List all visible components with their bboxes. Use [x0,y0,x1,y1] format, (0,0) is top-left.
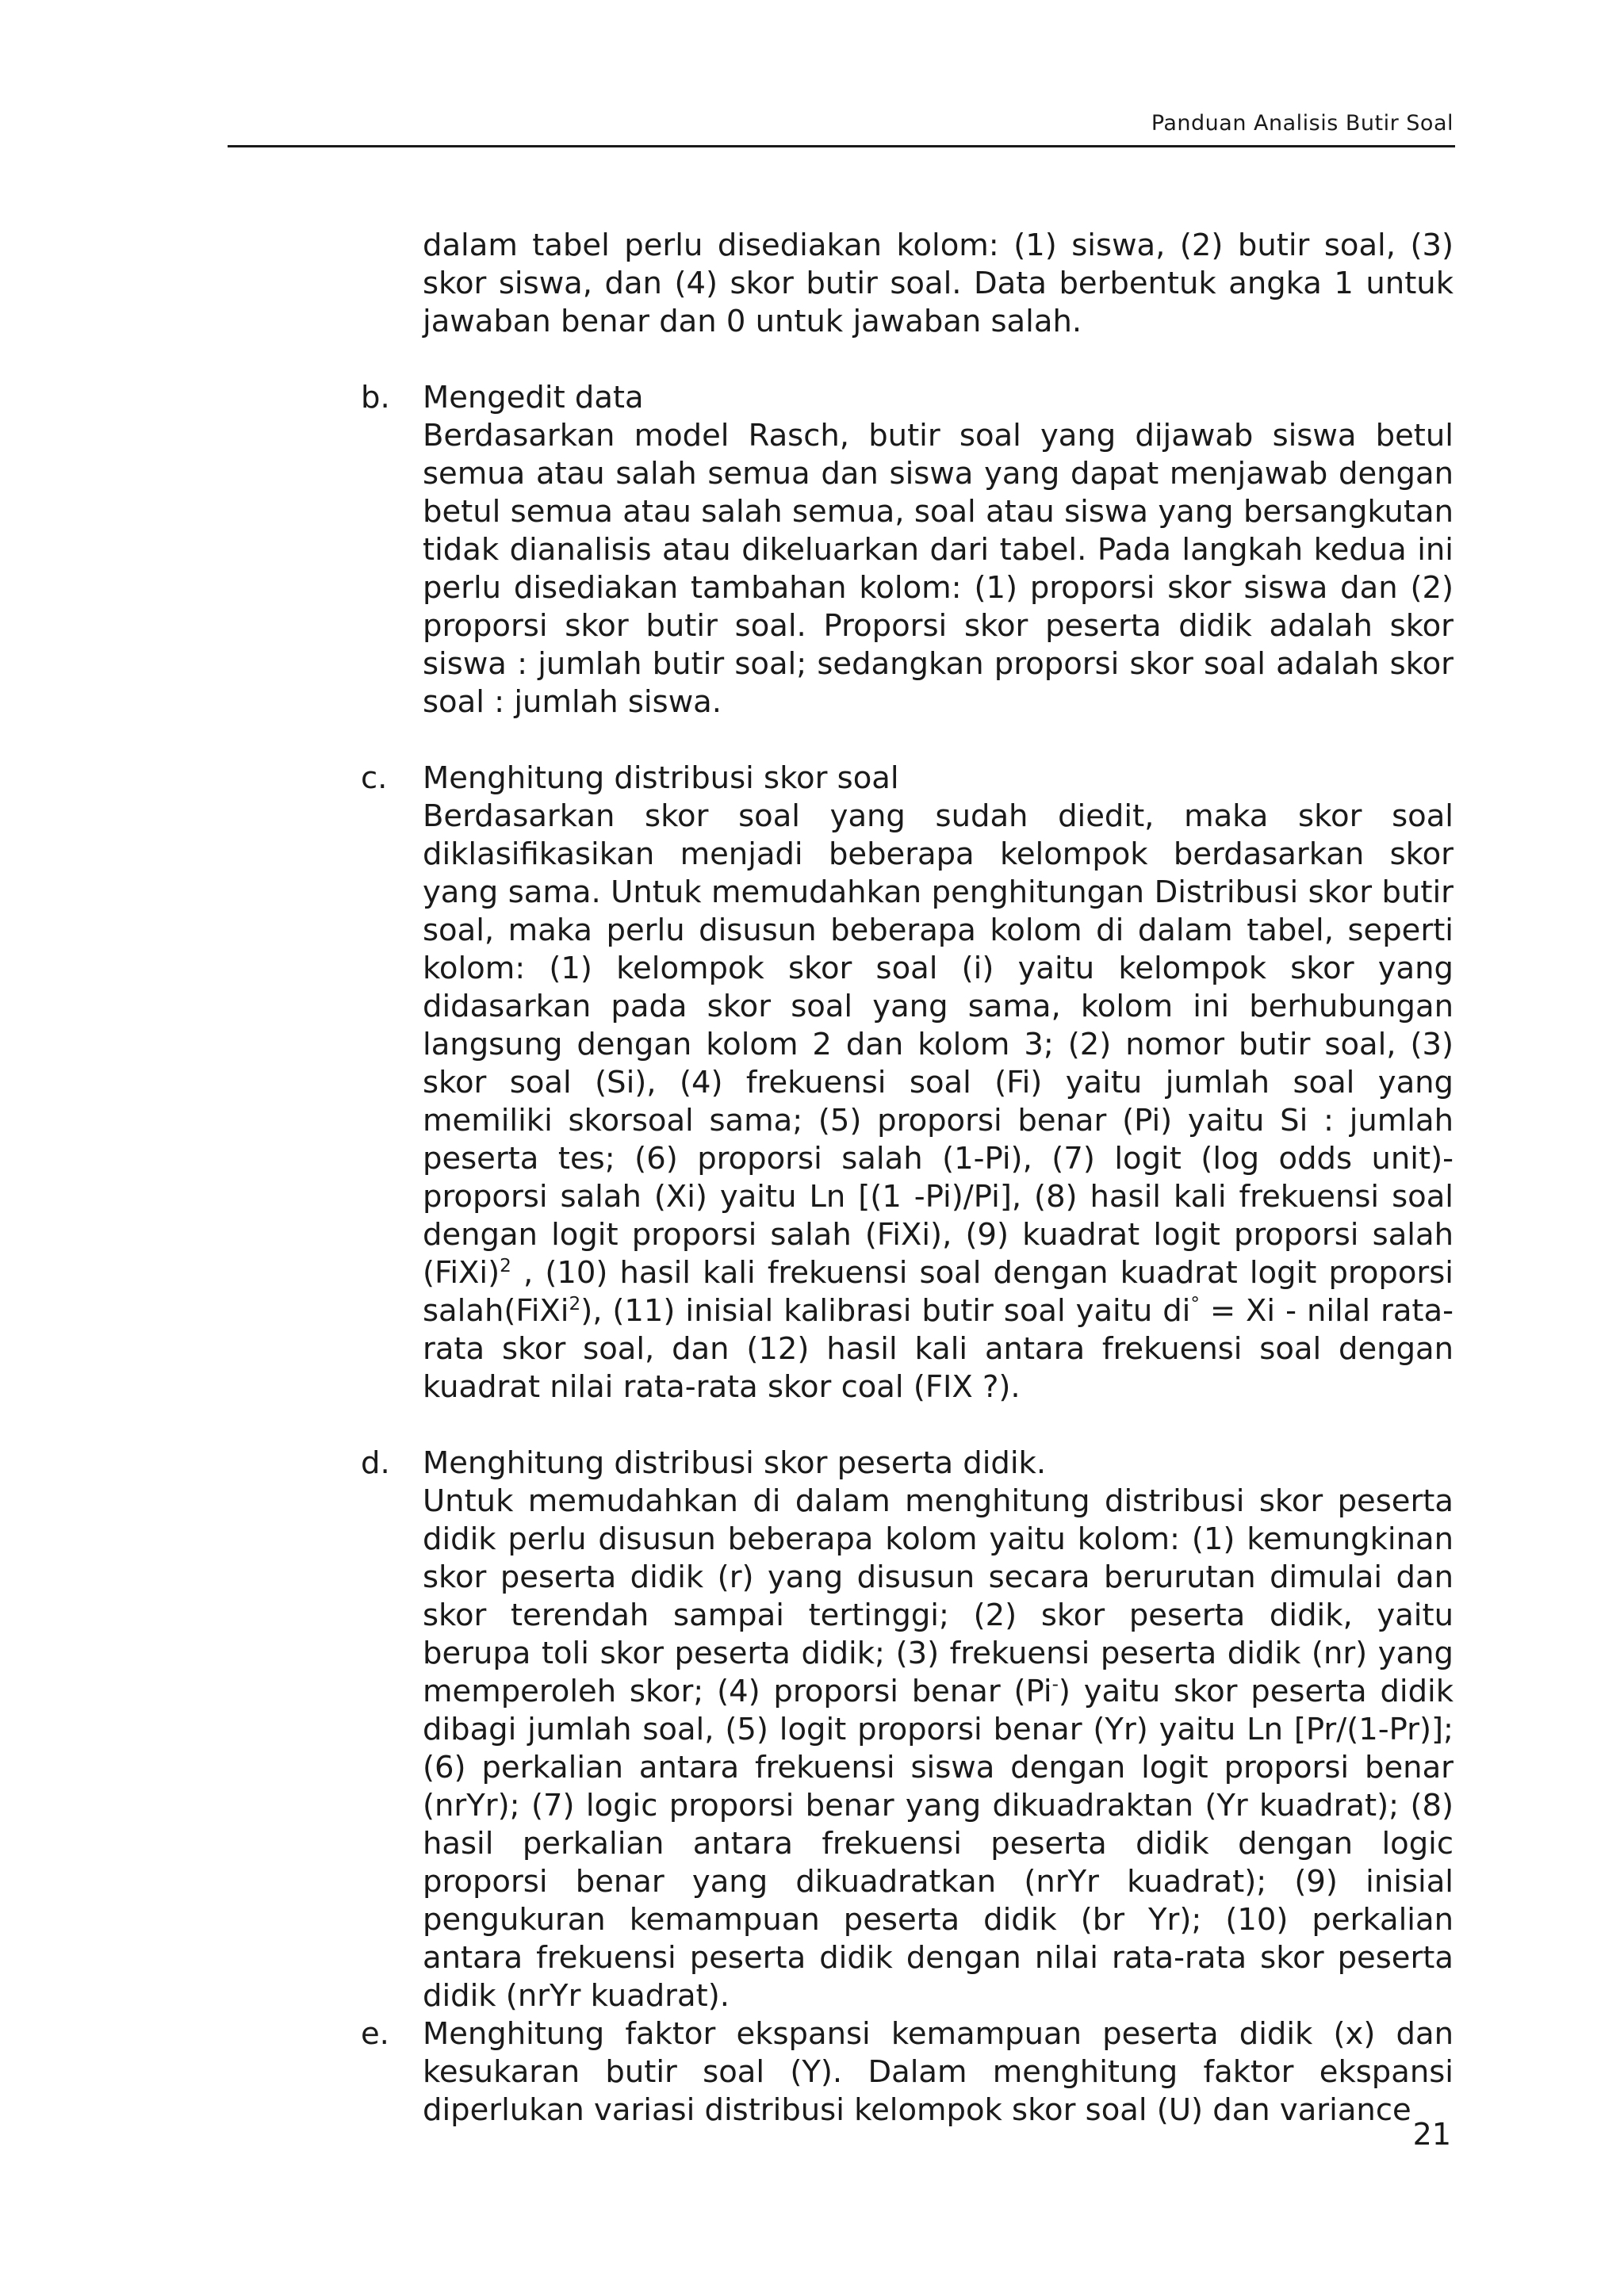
section-c-body-part1: Berdasarkan skor soal yang sudah diedit, maka skor soal diklasifikasikan menjadi beberapa kelompok berdasarkan skor yang sama. Untuk memudahkan penghitungan Distribusi skor butir soal, maka perlu disusun beberapa kolom di dalam tabel, seperti kolom: (1) kelompok skor soal (i) yaitu kelompok skor yang didasarkan pada skor soal yang sama, kolom ini berhubungan langsung dengan kolom 2 dan kolom 3; (2) nomor butir soal, (3) skor soal (Si), (4) frekuensi soal (Fi) yaitu jumlah soal yang memiliki skorsoal sama; (5) proporsi benar (Pi) yaitu Si : jumlah peserta tes; (6) proporsi salah (1-Pi), (7) logit (log odds unit)-proporsi salah (Xi) yaitu Ln [(1 -Pi)/Pi], (8) hasil kali frekuensi soal dengan logit proporsi salah (FiXi), (9) kuadrat logit proporsi salah (FiXi) [423,798,1454,1291]
section-b-letter: b. [361,380,390,415]
section-d-body-part2: ) yaitu skor peserta didik dibagi jumlah soal, (5) logit proporsi benar (Yr) yaitu Ln [Pr/(1-Pr)]; (6) perkalian antara frekuensi siswa dengan logit proporsi benar (nrYr); (7) logic proporsi benar yang dikuadraktan (Yr kuadrat); (8) hasil perkalian antara frekuensi peserta didik dengan logic proporsi benar yang dikuadratkan (nrYr kuadrat); (9) inisial pengukuran kemampuan peserta didik (br Yr); (10) perkalian antara frekuensi peserta didik dengan nilai rata-rata skor peserta didik (nrYr kuadrat). [423,1674,1454,2014]
page-number: 21 [1412,2117,1451,2152]
section-c-sup2: 2 [569,1294,581,1315]
section-e [361,2015,1454,2130]
page-content [361,227,1454,2130]
section-c-sup3: ° [1190,1294,1200,1315]
section-b-body: Berdasarkan model Rasch, butir soal yang dijawab siswa betul semua atau salah semua dan siswa yang dapat menjawab dengan betul semua atau salah semua, soal atau siswa yang bersangkutan tidak dianalisis atau dikeluarkan dari tabel. Pada langkah kedua ini perlu disediakan tambahan kolom: (1) proporsi skor siswa dan (2) proporsi skor butir soal. Proporsi skor peserta didik adalah skor siswa : jumlah butir soal; sedangkan proporsi skor soal adalah skor soal : jumlah siswa. [423,418,1454,720]
section-b-title: Mengedit data [423,380,644,415]
section-d-body-part1: Untuk memudahkan di dalam menghitung distribusi skor peserta didik perlu disusun beberapa kolom yaitu kolom: (1) kemungkinan skor peserta didik (r) yang disusun secara berurutan dimulai dan skor terendah sampai tertinggi; (2) skor peserta didik, yaitu berupa toli skor peserta didik; (3) frekuensi peserta didik (nr) yang memperoleh skor; (4) proporsi benar (Pi [423,1483,1454,1709]
section-d-title: Menghitung distribusi skor peserta didik. [423,1445,1047,1481]
running-header: Panduan Analisis Butir Soal [1151,111,1454,136]
section-c-letter: c. [361,760,388,796]
section-d-letter: d. [361,1445,390,1481]
section-e-letter: e. [361,2016,389,2052]
section-c-body-part4: = Xi - nilal rata-rata skor soal, dan (12) hasil kali antara frekuensi soal dengan kuadrat nilai rata-rata skor coal (FIX ?). [423,1293,1454,1405]
section-c-title: Menghitung distribusi skor soal [423,760,899,796]
section-c-sup1: 2 [500,1256,511,1277]
section-b [361,379,1454,721]
section-d-body [423,1483,1454,2015]
section-c [361,760,1454,1406]
header-rule [228,145,1455,147]
section-c-body [423,798,1454,1406]
section-d-sup1: - [1051,1674,1059,1696]
section-e-body: Menghitung faktor ekspansi kemampuan peserta didik (x) dan kesukaran butir soal (Y). Dalam menghitung faktor ekspansi diperlukan variasi distribusi kelompok skor soal (U) dan variance [423,2016,1454,2128]
intro-paragraph: dalam tabel perlu disediakan kolom: (1) siswa, (2) butir soal, (3) skor siswa, dan (4) skor butir soal. Data berbentuk angka 1 untuk jawaban benar dan 0 untuk jawaban salah. [423,228,1454,339]
section-c-body-part3: ), (11) inisial kalibrasi butir soal yaitu di [580,1293,1191,1329]
section-d [361,1445,1454,2015]
section-c-body-part2: , (10) hasil kali frekuensi soal dengan kuadrat logit proporsi salah(FiXi [423,1255,1454,1329]
